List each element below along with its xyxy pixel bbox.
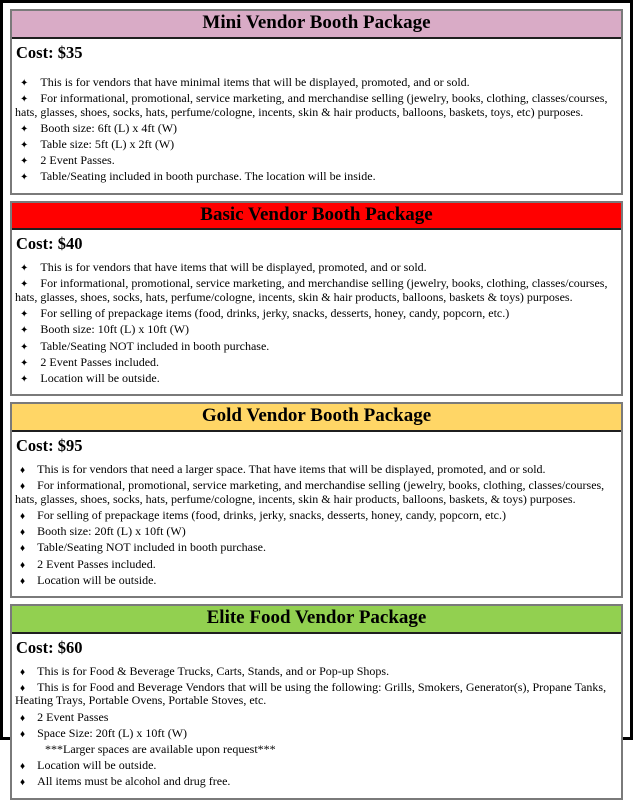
detail-item [15, 372, 615, 386]
detail-item [15, 711, 615, 725]
detail-item [15, 261, 615, 275]
detail-item [15, 170, 615, 184]
detail-text: This is for Food & Beverage Trucks, Carts, Stands, and or Pop-up Shops. [37, 663, 390, 678]
package-title: Gold Vendor Booth Package [201, 405, 432, 427]
star-bullet-icon: ✦ [20, 93, 29, 105]
diamond-bullet-icon: ♦ [20, 761, 26, 773]
diamond-bullet-icon: ♦ [20, 666, 26, 678]
detail-text: Table size: 5ft (L) x 2ft (W) [40, 136, 175, 151]
diamond-bullet-icon: ♦ [20, 712, 26, 724]
detail-text: Booth size: 20ft (L) x 10ft (W) [37, 524, 186, 539]
package-header-gold [12, 404, 621, 432]
detail-text: This is for Food and Beverage Vendors that will be using the following: Grills, Smokers, Generator(s), Propane Tanks, Heating Trays, Portable Ovens, Portable Stoves, etc. [15, 679, 607, 708]
diamond-bullet-icon: ♦ [20, 575, 26, 587]
detail-text: Location will be outside. [40, 371, 160, 385]
larger-space-note: ***Larger spaces are available upon request*** [45, 742, 276, 756]
detail-text: Space Size: 20ft (L) x 10ft (W) [37, 725, 188, 740]
detail-text: This is for vendors that have items that will be displayed, promoted, and or sold. [40, 260, 427, 275]
detail-text: Booth size: 6ft (L) x 4ft (W) [40, 120, 178, 135]
star-bullet-icon: ✦ [20, 263, 29, 275]
package-body-basic [12, 230, 621, 394]
detail-text: For informational, promotional, service marketing, and merchandise selling (jewelry, books, clothing, classes/courses, hats, glasses, shoes, socks, hats, perfume/cologne, incents, skin & hair products, balloons, baskets, toys, etc) purposes. [15, 90, 608, 119]
detail-text: For informational, promotional, service marketing, and merchandise selling (jewelry, books, clothing, classes/courses, hats, glasses, shoes, socks, hats, perfume/cologne, incents, skin & hair products, balloons, baskets & toys) purposes. [15, 276, 608, 305]
detail-item [15, 138, 615, 152]
package-header-mini [12, 11, 621, 39]
detail-item [15, 277, 615, 304]
diamond-bullet-icon: ♦ [20, 543, 26, 555]
detail-item [15, 340, 615, 354]
package-body-elite [12, 634, 621, 798]
diamond-bullet-icon: ♦ [20, 481, 26, 493]
diamond-bullet-icon: ♦ [20, 728, 26, 740]
detail-item [15, 122, 615, 136]
cost-label: Cost: $35 [16, 42, 83, 62]
detail-item [15, 479, 615, 506]
package-header-elite [12, 606, 621, 634]
detail-item [15, 509, 615, 523]
cost-label: Cost: $95 [16, 435, 83, 455]
package-section-mini [10, 9, 623, 195]
package-header-basic [12, 203, 621, 231]
detail-text: Table/Seating included in booth purchase. The location will be inside. [40, 169, 376, 184]
detail-item [15, 525, 615, 539]
detail-text: 2 Event Passes included. [40, 354, 160, 369]
star-bullet-icon: ✦ [20, 357, 29, 369]
detail-text: For selling of prepackage items (food, drinks, jerky, snacks, desserts, honey, candy, popcorn, etc.) [37, 507, 506, 522]
cost-label: Cost: $40 [16, 234, 83, 254]
detail-text: For informational, promotional, service marketing, and merchandise selling (jewelry, books, clothing, classes/courses, hats, glasses, shoes, socks, hats, perfume/cologne, incents, skin & hair products, balloons, baskets, & toys) purposes. [15, 478, 605, 506]
package-section-basic [10, 201, 623, 397]
detail-item [15, 681, 615, 708]
detail-text: This is for vendors that have minimal items that will be displayed, promoted, and or sold. [40, 74, 470, 89]
diamond-bullet-icon: ♦ [20, 464, 26, 476]
detail-text: Booth size: 10ft (L) x 10ft (W) [40, 322, 190, 337]
detail-item [15, 727, 615, 741]
detail-list [15, 665, 615, 789]
detail-list [15, 261, 615, 385]
package-section-gold [10, 402, 623, 598]
star-bullet-icon: ✦ [20, 156, 29, 168]
detail-item [15, 775, 615, 789]
detail-item [15, 759, 615, 773]
detail-item [15, 665, 615, 679]
detail-text: Location will be outside. [37, 758, 157, 773]
detail-text: 2 Event Passes [37, 709, 109, 724]
detail-item [15, 323, 615, 337]
diamond-bullet-icon: ♦ [20, 682, 26, 694]
diamond-bullet-icon: ♦ [20, 527, 26, 539]
package-section-elite [10, 604, 623, 800]
detail-text: Table/Seating NOT included in booth purchase. [37, 540, 266, 555]
detail-text: 2 Event Passes. [40, 153, 115, 168]
star-bullet-icon: ✦ [20, 325, 29, 337]
detail-item [15, 76, 615, 90]
star-bullet-icon: ✦ [20, 279, 29, 291]
detail-item [15, 356, 615, 370]
detail-text: This is for vendors that need a larger space. That have items that will be displayed, promoted, and or sold. [37, 461, 546, 476]
detail-item [15, 154, 615, 168]
star-bullet-icon: ✦ [20, 309, 29, 321]
detail-text: For selling of prepackage items (food, drinks, jerky, snacks, desserts, honey, candy, popcorn, etc.) [40, 306, 510, 321]
diamond-bullet-icon: ♦ [20, 559, 26, 571]
detail-text: 2 Event Passes included. [37, 556, 156, 571]
diamond-bullet-icon: ♦ [20, 777, 26, 789]
star-bullet-icon: ✦ [20, 172, 29, 184]
detail-text: Table/Seating NOT included in booth purchase. [40, 338, 270, 353]
package-title: Basic Vendor Booth Package [200, 203, 433, 225]
star-bullet-icon: ✦ [20, 341, 29, 353]
detail-text: Location will be outside. [37, 572, 157, 587]
detail-item [15, 541, 615, 555]
detail-item [15, 307, 615, 321]
package-title: Mini Vendor Booth Package [202, 12, 431, 33]
detail-item [15, 558, 615, 572]
star-bullet-icon: ✦ [20, 374, 29, 385]
detail-list [15, 463, 615, 587]
detail-item [15, 574, 615, 588]
star-bullet-icon: ✦ [20, 123, 29, 135]
detail-item [15, 92, 615, 119]
star-bullet-icon: ✦ [20, 77, 29, 89]
package-body-mini [12, 39, 621, 193]
detail-text: All items must be alcohol and drug free. [37, 774, 231, 789]
detail-list [15, 76, 615, 184]
detail-item [15, 463, 615, 477]
star-bullet-icon: ✦ [20, 139, 29, 151]
package-title: Elite Food Vendor Package [206, 606, 427, 628]
diamond-bullet-icon: ♦ [20, 510, 26, 522]
package-body-gold [12, 432, 621, 596]
cost-label: Cost: $60 [16, 637, 83, 657]
